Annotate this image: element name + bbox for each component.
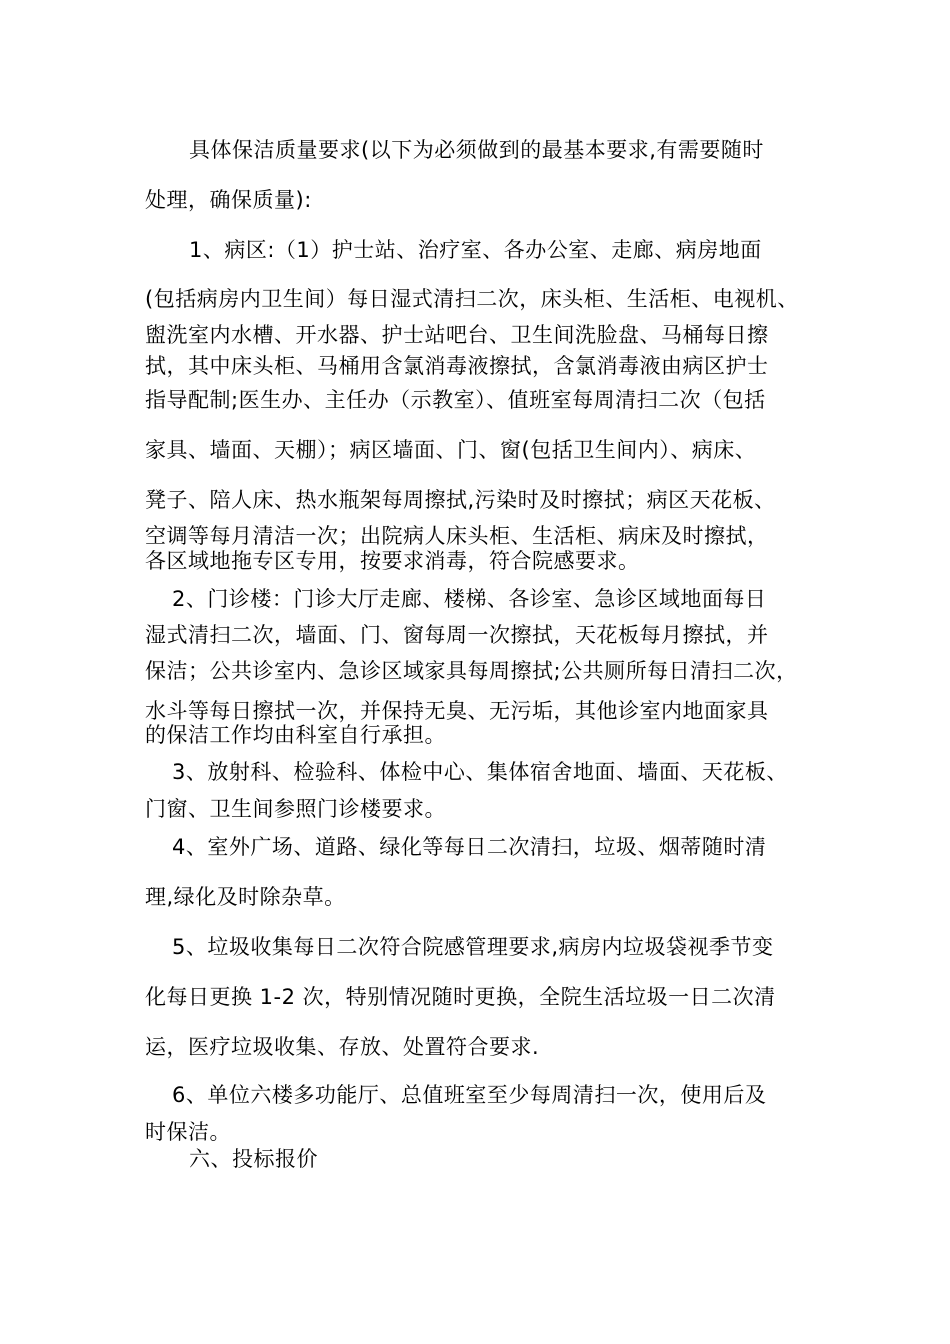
item-5-line-1: 5、垃圾收集每日二次符合院感管理要求,病房内垃圾袋视季节变 [172, 935, 774, 959]
item-1-line-9: 各区域地拖专区专用，按要求消毒，符合院感要求。 [145, 549, 640, 573]
item-2-line-2: 湿式清扫二次，墙面、门、窗每周一次擦拭，天花板每月擦拭，并 [145, 623, 769, 647]
item-2-line-1: 2、门诊楼：门诊大厅走廊、楼梯、各诊室、急诊区域地面每日 [172, 587, 767, 611]
item-2-line-5: 的保洁工作均由科室自行承担。 [145, 723, 446, 747]
intro-line-1: 具体保洁质量要求(以下为必须做到的最基本要求,有需要随时 [189, 138, 764, 162]
item-1-line-4: 拭，其中床头柜、马桶用含氯消毒液擦拭，含氯消毒液由病区护士 [145, 354, 769, 378]
item-4-line-1: 4、室外广场、道路、绿化等每日二次清扫，垃圾、烟蒂随时清 [172, 835, 767, 859]
intro-line-2: 处理，确保质量): [145, 188, 312, 212]
item-3-line-1: 3、放射科、检验科、体检中心、集体宿舍地面、墙面、天花板、 [172, 760, 788, 784]
item-1-line-7: 凳子、陪人床、热水瓶架每周擦拭,污染时及时擦拭；病区天花板、 [145, 488, 776, 512]
item-1-line-2: (包括病房内卫生间）每日湿式清扫二次，床头柜、生活柜、电视机、 [145, 287, 799, 311]
item-5-line-3: 运，医疗垃圾收集、存放、处置符合要求. [145, 1035, 540, 1059]
item-1-line-1: 1、病区:（1）护士站、治疗室、各办公室、走廊、病房地面 [189, 238, 762, 262]
item-1-line-5: 指导配制;医生办、主任办（示教室）、值班室每周清扫二次（包括 [145, 388, 766, 412]
item-5-line-2: 化每日更换 1-2 次，特别情况随时更换，全院生活垃圾一日二次清 [145, 985, 776, 1009]
item-2-line-4: 水斗等每日擦拭一次，并保持无臭、无污垢，其他诊室内地面家具 [145, 699, 769, 723]
item-4-line-2: 理,绿化及时除杂草。 [145, 885, 346, 909]
item-1-line-3: 盥洗室内水槽、开水器、护士站吧台、卫生间洗脸盘、马桶每日擦 [145, 323, 769, 347]
item-2-line-3: 保洁；公共诊室内、急诊区域家具每周擦拭;公共厕所每日清扫二次， [145, 659, 798, 683]
item-6-line-2: 时保洁。 [145, 1120, 231, 1144]
item-6-line-1: 6、单位六楼多功能厅、总值班室至少每周清扫一次，使用后及 [172, 1083, 767, 1107]
item-1-line-8: 空调等每月清洁一次；出院病人床头柜、生活柜、病床及时擦拭， [145, 524, 769, 548]
item-1-line-6: 家具、墙面、天棚）；病区墙面、门、窗(包括卫生间内）、病床、 [145, 438, 757, 462]
section-heading: 六、投标报价 [189, 1147, 318, 1171]
item-3-line-2: 门窗、卫生间参照门诊楼要求。 [145, 797, 446, 821]
